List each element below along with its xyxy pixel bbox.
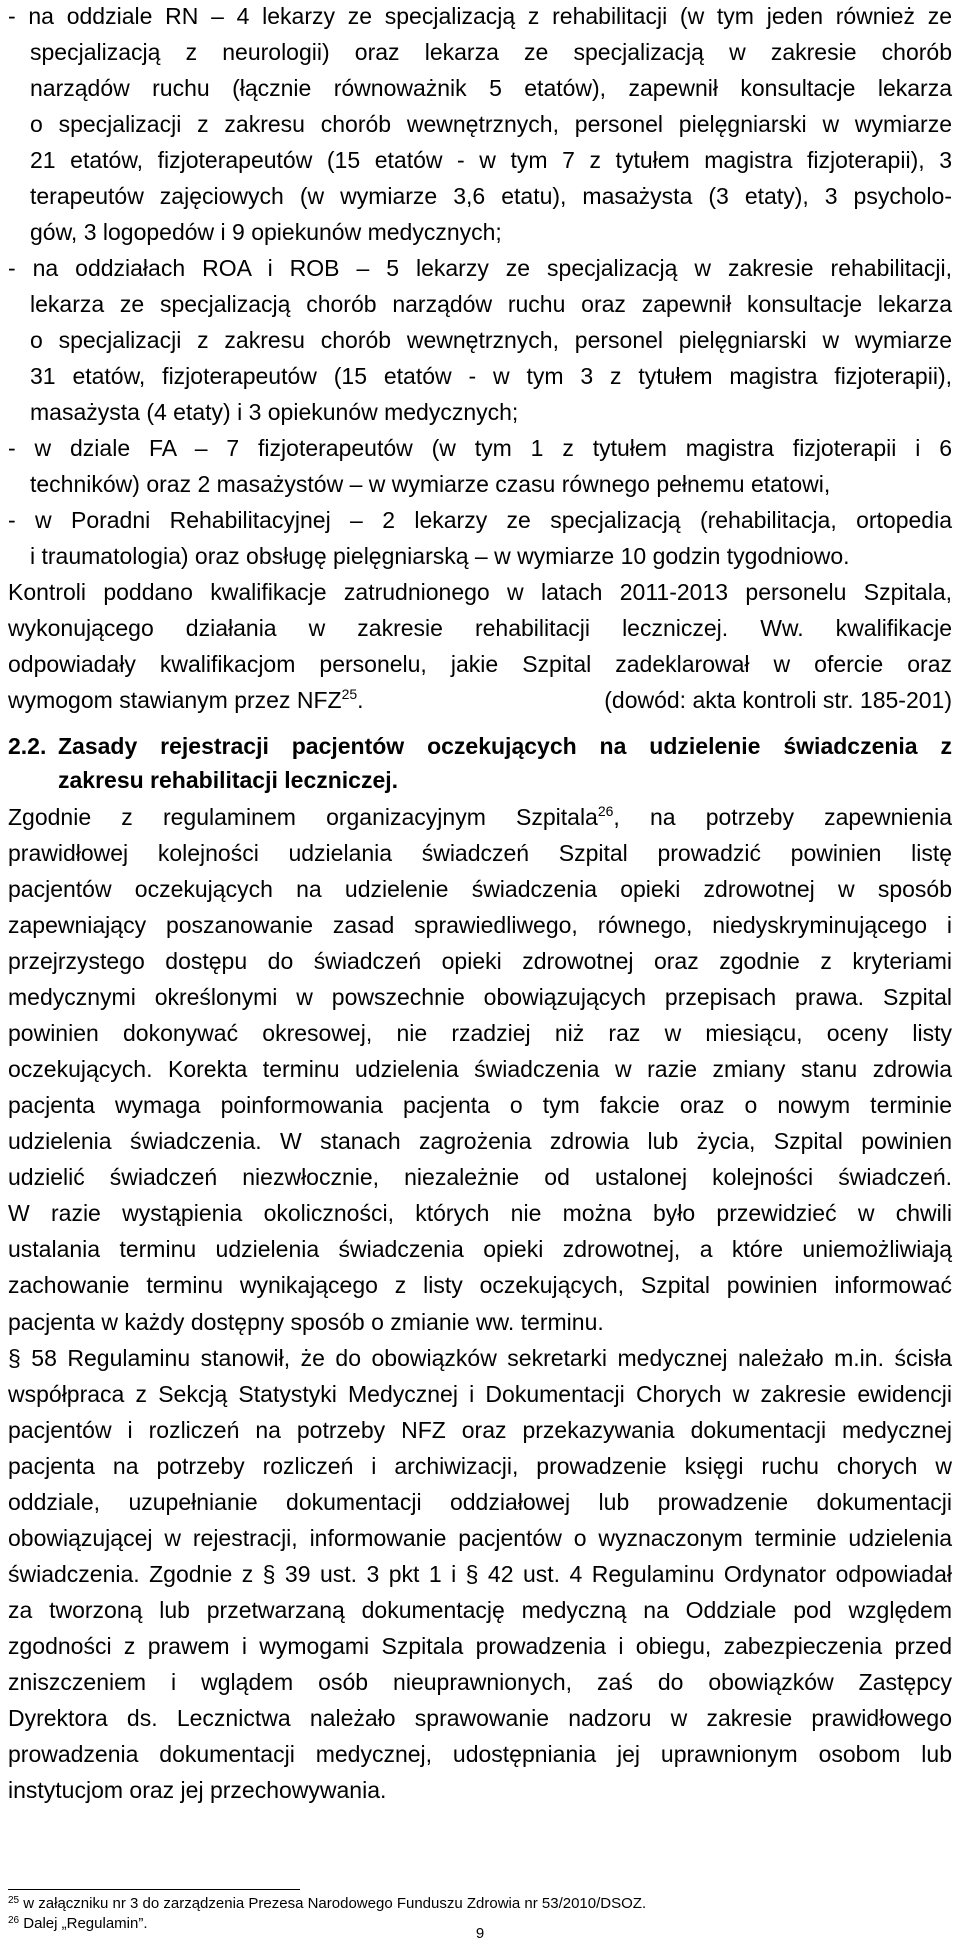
- footnote-25: [8, 1895, 646, 1913]
- paragraph-line: oczekujących. Korekta terminu udzielenia świadczenia w razie zmiany stanu zdrowia: [8, 1056, 952, 1082]
- staffing-line: lekarza ze specjalizacją chorób narządów ruchu oraz zapewnił konsultacje lekarza: [30, 291, 952, 317]
- para2-first-text: Zgodnie z regulaminem organizacyjnym Szpitala: [8, 804, 598, 830]
- paragraph-line: udzielić świadczeń niezwłocznie, niezależnie od ustalonej kolejności świadczeń.: [8, 1164, 952, 1190]
- staffing-line: o specjalizacji z zakresu chorób wewnętrznych, personel pielęgniarski w wymiarze: [30, 111, 952, 137]
- footnote-separator: [8, 1889, 300, 1890]
- section-title-line2: zakresu rehabilitacji leczniczej.: [58, 767, 399, 793]
- staffing-line: terapeutów zajęciowych (w wymiarze 3,6 etatu), masażysta (3 etaty), 3 psycholo-: [30, 183, 952, 209]
- nfz-line-text: wymogom stawianym przez NFZ: [8, 687, 342, 713]
- staffing-line: specjalizacją z neurologii) oraz lekarza ze specjalizacją w zakresie chorób: [30, 39, 952, 65]
- paragraph-line: pacjenta wymaga poinformowania pacjenta o tym fakcie oraz o nowym terminie: [8, 1092, 952, 1118]
- staffing-line: - w dziale FA – 7 fizjoterapeutów (w tym 1 z tytułem magistra fizjoterapii i 6: [8, 435, 952, 461]
- staffing-line: wykonującego działania w zakresie rehabilitacji leczniczej. Ww. kwalifikacje: [8, 615, 952, 641]
- paragraph-line: oddziale, uzupełnianie dokumentacji oddziałowej lub prowadzenie dokumentacji: [8, 1489, 952, 1515]
- staffing-line: i traumatologia) oraz obsługę pielęgniarską – w wymiarze 10 godzin tygodniowo.: [30, 543, 850, 569]
- paragraph-line: zapewniający poszanowanie zasad sprawiedliwego, równego, niedyskryminującego i: [8, 912, 952, 938]
- paragraph-line: powinien dokonywać okresowej, nie rzadziej niż raz w miesiącu, oceny listy: [8, 1020, 952, 1046]
- nfz-requirements-line: [8, 686, 952, 715]
- paragraph-line: zachowanie terminu wynikającego z listy oczekujących, Szpital powinien informować: [8, 1272, 952, 1298]
- paragraph-line: pacjenta na potrzeby rozliczeń i archiwizacji, prowadzenie księgi ruchu chorych w: [8, 1453, 952, 1479]
- para2-last-line: pacjenta w każdy dostępny sposób o zmianie ww. terminu.: [8, 1309, 604, 1335]
- paragraph-line: Dyrektora ds. Lecznictwa należało sprawowanie nadzoru w zakresie prawidłowego: [8, 1705, 952, 1731]
- evidence-reference: (dowód: akta kontroli str. 185-201): [604, 687, 952, 713]
- paragraph-line: medycznymi określonymi w powszechnie obowiązujących przepisach prawa. Szpital: [8, 984, 952, 1010]
- paragraph-line: prawidłowej kolejności udzielania świadczeń Szpital prowadzić powinien listę: [8, 840, 952, 866]
- page-number: 9: [475, 1925, 485, 1942]
- staffing-line: narządów ruchu (łącznie równoważnik 5 etatów), zapewnił konsultacje lekarza: [30, 75, 952, 101]
- staffing-line: - na oddziałach ROA i ROB – 5 lekarzy ze specjalizacją w zakresie rehabilitacji,: [8, 255, 952, 281]
- paragraph-line: przejrzystego dostępu do świadczeń opieki zdrowotnej oraz zgodnie z kryteriami: [8, 948, 952, 974]
- nfz-line-period: .: [357, 687, 364, 713]
- staffing-line: odpowiadały kwalifikacjom personelu, jakie Szpital zadeklarował w ofercie oraz: [8, 651, 952, 677]
- paragraph-line: pacjentów i rozliczeń na potrzeby NFZ oraz przekazywania dokumentacji medycznej: [8, 1417, 952, 1443]
- paragraph-line: W razie wystąpienia okoliczności, których nie można było przewidzieć w chwili: [8, 1200, 952, 1226]
- paragraph-line: udzielenia świadczenia. W stanach zagrożenia zdrowia lub życia, Szpital powinien: [8, 1128, 952, 1154]
- section-number: 2.2.: [8, 733, 47, 759]
- paragraph-line: zgodności z prawem i wymogami Szpitala prowadzenia i obiegu, zabezpieczenia przed: [8, 1633, 952, 1659]
- footnote-ref-25: 25: [341, 686, 358, 702]
- staffing-line: - na oddziale RN – 4 lekarzy ze specjalizacją z rehabilitacji (w tym jeden również ze: [8, 3, 952, 29]
- footnote-26-text: Dalej „Regulamin”.: [19, 1915, 148, 1932]
- staffing-line: 31 etatów, fizjoterapeutów (15 etatów - w tym 3 z tytułem magistra fizjoterapii),: [30, 363, 952, 389]
- paragraph-line: ustalania terminu udzielenia świadczenia opieki zdrowotnej, a które uniemożliwiają: [8, 1236, 952, 1262]
- paragraph-line: za tworzoną lub przetwarzaną dokumentację medyczną na Oddziale pod względem: [8, 1597, 952, 1623]
- para3-first-line: § 58 Regulaminu stanowił, że do obowiązków sekretarki medycznej należało m.in. ścisła: [8, 1345, 952, 1371]
- paragraph-line: pacjentów oczekujących na udzielenie świadczenia opieki zdrowotnej w sposób: [8, 876, 952, 902]
- staffing-line: Kontroli poddano kwalifikacje zatrudnionego w latach 2011-2013 personelu Szpitala,: [8, 579, 952, 605]
- paragraph-line: prowadzenia dokumentacji medycznej, udostępniania jej uprawnionym osobom lub: [8, 1741, 952, 1767]
- para3-last-line: instytucjom oraz jej przechowywania.: [8, 1777, 387, 1803]
- staffing-line: gów, 3 logopedów i 9 opiekunów medycznych;: [30, 219, 502, 245]
- section-title-line1: Zasady rejestracji pacjentów oczekujących na udzielenie świadczenia z: [58, 733, 952, 759]
- footnote-25-text: w załączniku nr 3 do zarządzenia Prezesa Narodowego Funduszu Zdrowia nr 53/2010/DSOZ.: [19, 1895, 647, 1912]
- staffing-line: masażysta (4 etaty) i 3 opiekunów medycznych;: [30, 399, 519, 425]
- paragraph-line: zniszczeniem i wglądem osób nieuprawnionych, zaś do obowiązków Zastępcy: [8, 1669, 952, 1695]
- staffing-line: 21 etatów, fizjoterapeutów (15 etatów - w tym 7 z tytułem magistra fizjoterapii), 3: [30, 147, 952, 173]
- paragraph-line: świadczenia. Zgodnie z § 39 ust. 3 pkt 1 i § 42 ust. 4 Regulaminu Ordynator odpowiadał: [8, 1561, 952, 1587]
- footnote-ref-26: 26: [597, 803, 614, 819]
- para2-first-rest: , na potrzeby zapewnienia: [613, 804, 952, 830]
- para2-first-line: [8, 803, 952, 832]
- staffing-line: o specjalizacji z zakresu chorób wewnętrznych, personel pielęgniarski w wymiarze: [30, 327, 952, 353]
- footnote-25-number: 25: [8, 1895, 20, 1906]
- footnote-26-number: 26: [8, 1915, 20, 1926]
- staffing-line: - w Poradni Rehabilitacyjnej – 2 lekarzy ze specjalizacją (rehabilitacja, ortopedia: [8, 507, 952, 533]
- paragraph-line: obowiązującej w rejestracji, informowanie pacjentów o wyznaczonym terminie udzielenia: [8, 1525, 952, 1551]
- paragraph-line: współpraca z Sekcją Statystyki Medycznej i Dokumentacji Chorych w zakresie ewidencji: [8, 1381, 952, 1407]
- staffing-line: techników) oraz 2 masażystów – w wymiarze czasu równego pełnemu etatowi,: [30, 471, 831, 497]
